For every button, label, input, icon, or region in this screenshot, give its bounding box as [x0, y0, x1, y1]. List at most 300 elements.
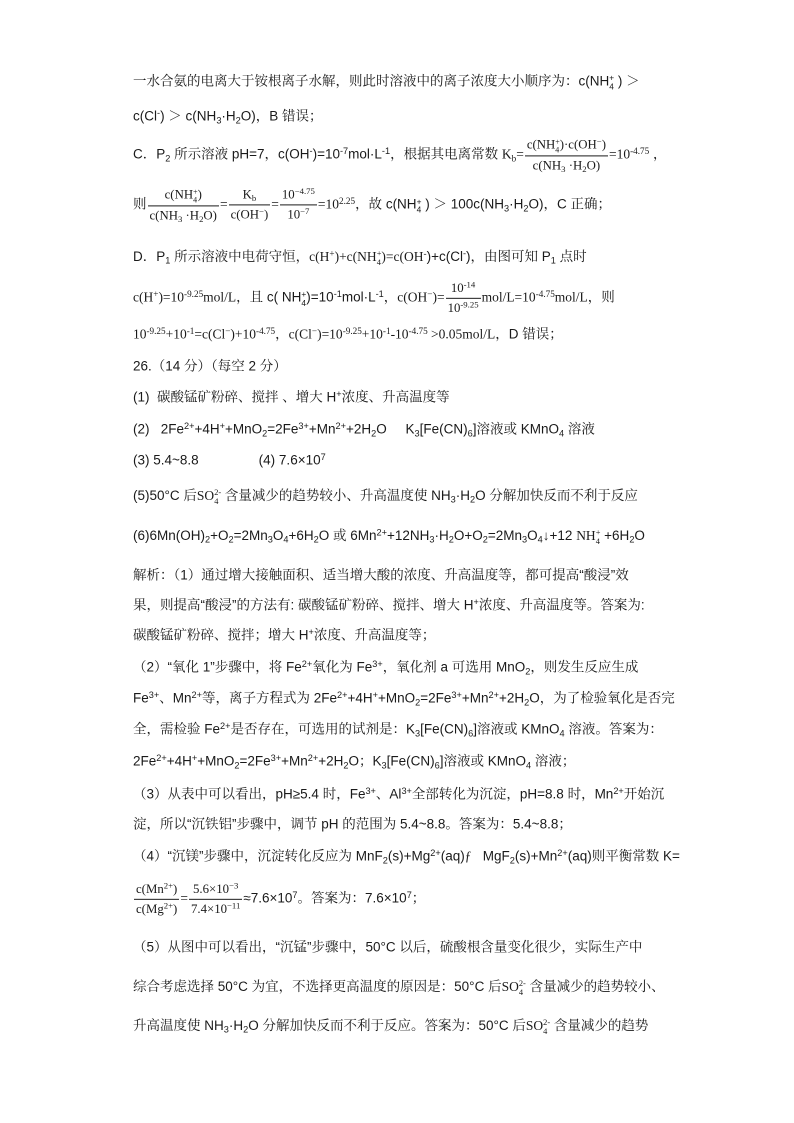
superscript: 2+: [557, 847, 568, 858]
superscript: -: [157, 107, 161, 118]
superscript: 2+: [335, 420, 346, 431]
superscript: +: [372, 689, 378, 700]
text-line-27: [133, 1018, 648, 1036]
text-line-11: [133, 453, 326, 470]
text-run: +10: [361, 326, 383, 342]
superscript: +: [308, 626, 314, 637]
text-line-3: [133, 136, 666, 173]
text-run: （4）“沉镁”步骤中，沉淀转化反应为 MnF: [133, 848, 383, 864]
text-run: +10: [165, 326, 187, 342]
text-run: ): [197, 187, 202, 202]
subscript: 2: [371, 428, 377, 439]
superscript: +: [191, 752, 198, 763]
superscript: -: [423, 248, 427, 259]
superscript: +: [301, 288, 307, 299]
text-run: (s)+Mg: [387, 848, 431, 864]
text-run: SO: [525, 1017, 544, 1033]
text-run: mol·L: [348, 146, 382, 162]
text-run: 5.6×10: [192, 881, 230, 896]
fraction: [446, 280, 481, 316]
superscript: -: [309, 145, 313, 156]
superscript: 2+: [156, 752, 167, 763]
numerator: [189, 881, 242, 900]
text-run: C．P: [133, 146, 166, 162]
superscript: −: [311, 325, 318, 336]
text-run: （3）从表中可以看出，pH≥5.4 时，Fe: [133, 786, 366, 802]
text-run: )+c(NH: [334, 248, 377, 264]
text-run: ·H: [455, 487, 471, 503]
text-run: SO: [501, 978, 519, 994]
subscript: 2: [205, 534, 211, 545]
text-run: Fe: [133, 690, 149, 706]
text-run: 、Mn: [159, 690, 192, 706]
text-run: 开始沉: [623, 786, 665, 802]
superscript: -1: [381, 145, 391, 156]
denominator: [280, 206, 317, 224]
text-run: 全部转化为沉淀，pH=8.8 时，Mn: [411, 786, 614, 802]
text-run: 。答案为：7.6×10: [297, 890, 407, 906]
text-run: ，则: [587, 289, 615, 305]
superscript: -9.25: [342, 325, 362, 336]
superscript: 2-: [214, 488, 222, 498]
subscript: 4: [526, 760, 532, 771]
text-run: ；: [411, 890, 426, 906]
text-run: c(Cl: [133, 108, 157, 124]
text-run: +MnO: [197, 753, 235, 769]
subscript: 2: [235, 115, 241, 126]
subscript: 3: [381, 760, 387, 771]
text-run: (2) 2Fe: [133, 421, 185, 437]
superscript: +: [473, 596, 479, 607]
subscript: 2: [524, 697, 530, 708]
text-run: 10: [450, 280, 464, 295]
subscript: 2: [199, 213, 204, 224]
text-run: 含量减少的趋势较小、: [525, 978, 665, 994]
text-run: 等，离子方程式为 2Fe: [201, 690, 337, 706]
text-run: =: [180, 890, 188, 906]
subscript: 4: [214, 496, 219, 506]
subscript: 2: [470, 494, 476, 505]
superscript: 2+: [191, 689, 202, 700]
text-run: 淀，所以“沉铁铝”步骤中，调节 pH 的范围为 5.4~8.8。答案为：5.4~8.8；: [133, 816, 572, 832]
text-run: 7.4×10: [190, 901, 228, 916]
text-run: 浓度、升高温度等: [341, 389, 450, 405]
subscript: 6: [468, 728, 474, 739]
superscript: 2+: [163, 900, 174, 911]
subscript: 2: [228, 534, 234, 545]
superscript: +: [416, 195, 422, 206]
text-run: +4H: [347, 690, 373, 706]
text-run: ƒ: [464, 848, 472, 864]
subscript: 4: [301, 297, 307, 308]
text-run: c(OH: [397, 289, 428, 305]
subscript: 3: [267, 534, 273, 545]
text-run: =2Mn: [233, 527, 268, 543]
fraction: [189, 881, 242, 917]
text-line-20: [133, 754, 575, 771]
text-run: ，则发生反应生成: [530, 659, 639, 675]
superscript: -: [462, 248, 467, 259]
numerator: [148, 186, 219, 206]
numerator: [280, 187, 317, 206]
text-run: ·H: [182, 207, 200, 222]
text-run: ): [263, 207, 269, 222]
text-line-24: [133, 881, 425, 917]
text-run: 综合考虑选择 50°C 为宜，不选择更高温度的原因是：50°C 后: [133, 978, 502, 994]
superscript: +: [595, 528, 601, 538]
superscript: −: [225, 325, 231, 336]
subscript: 2: [415, 697, 421, 708]
text-run: =: [219, 196, 228, 212]
text-run: 氧化为 Fe: [312, 659, 373, 675]
superscript: -9.25: [184, 288, 204, 299]
text-run: O 或 6Mn: [318, 527, 377, 543]
text-run: ]溶液或 KMnO: [439, 753, 526, 769]
text-run: c(Mn: [136, 881, 164, 896]
text-run: )=10: [306, 289, 334, 305]
superscript: 2+: [184, 420, 195, 431]
text-run: 含量减少的趋势较小、升高温度使 NH: [221, 487, 451, 503]
text-line-16: [133, 628, 435, 645]
text-run: O)，C 正确；: [528, 196, 611, 212]
subscript: 3: [177, 213, 183, 224]
text-run: mol/L=10: [481, 289, 536, 305]
superscript: 2+: [430, 847, 441, 858]
text-run: (aq)则平衡常数 K=: [567, 848, 680, 864]
subscript: 2: [448, 534, 454, 545]
superscript: −3: [229, 880, 239, 891]
superscript: 7: [320, 451, 326, 462]
numerator: [446, 280, 481, 299]
subscript: 2: [243, 1024, 249, 1035]
text-run: (5)50°C 后: [133, 487, 197, 503]
text-line-1: [133, 73, 640, 90]
text-run: 溶液；: [531, 753, 576, 769]
superscript: 2+: [307, 752, 319, 763]
superscript: 7: [292, 889, 298, 900]
text-run: 是否存在，可选用的试剂是：K: [230, 721, 415, 737]
subscript: 3: [450, 494, 456, 505]
text-run: )=10: [312, 146, 340, 162]
subscript: 3: [216, 115, 222, 126]
subscript: 3: [522, 534, 528, 545]
superscript: −: [596, 136, 602, 147]
superscript: -9.25: [146, 325, 166, 336]
text-run: c(Cl: [288, 326, 312, 342]
denominator: [525, 156, 608, 174]
text-run: -10: [390, 326, 409, 342]
text-run: O 分解加快反而不利于反应: [475, 487, 638, 503]
text-line-18: [133, 691, 675, 708]
text-run: ·H: [434, 527, 449, 543]
denominator: [189, 900, 242, 918]
text-run: ，根据其电离常数: [390, 146, 502, 162]
superscript: 3+: [148, 689, 160, 700]
text-line-17: [133, 660, 638, 677]
superscript: 2.25: [339, 195, 356, 206]
superscript: -1: [333, 288, 342, 299]
superscript: 2+: [613, 785, 624, 796]
superscript: 2+: [220, 720, 231, 731]
numerator: [134, 881, 179, 900]
text-run: ，且 c( NH: [236, 289, 302, 305]
superscript: -4.75: [535, 288, 555, 299]
subscript: 4: [518, 987, 524, 997]
text-run: ，故 c(NH: [355, 196, 417, 212]
subscript: 3: [429, 534, 435, 545]
text-run: （5）从图中可以看出，“沉锰”步骤中，50°C 以后，硫酸根含量变化很少，实际生产中: [133, 939, 643, 955]
text-run: SO: [196, 487, 215, 503]
text-run: )=10: [317, 326, 343, 342]
text-run: ↓+12: [542, 527, 577, 543]
text-run: +4H: [166, 753, 192, 769]
text-line-8: [133, 359, 287, 376]
text-line-23: [133, 849, 680, 866]
text-run: 含量减少的趋势: [550, 1017, 649, 1033]
fraction: [148, 186, 219, 223]
text-run: +MnO: [377, 690, 416, 706]
fraction: [134, 881, 179, 917]
text-run: +2H: [498, 690, 525, 706]
text-run: =2Fe: [267, 421, 299, 437]
text-run: +Mn: [281, 753, 308, 769]
subscript: 2: [523, 203, 529, 214]
denominator: [134, 900, 179, 918]
text-run: O: [272, 527, 284, 543]
text-run: 所示溶液中电荷守恒，: [170, 248, 310, 264]
text-run: =2Mn: [487, 527, 523, 543]
text-run: ，氧化剂 a 可选用 MnO: [382, 659, 526, 675]
superscript: +: [219, 420, 225, 431]
text-run: O: [634, 527, 645, 543]
denominator: [229, 206, 271, 224]
text-run: (6)6Mn(OH): [133, 527, 206, 543]
text-run: 10: [287, 207, 301, 222]
superscript: 2-: [518, 979, 526, 989]
text-line-22: [133, 817, 572, 834]
text-run: D．P: [133, 248, 166, 264]
text-run: )=10: [158, 289, 185, 305]
subscript: 1: [165, 255, 171, 266]
superscript: 3+: [401, 785, 412, 796]
fraction: [525, 136, 608, 173]
fraction: [280, 187, 317, 223]
text-run: =2Fe: [420, 690, 452, 706]
text-run: 浓度、升高温度等。答案为:: [478, 597, 645, 613]
superscript: +: [336, 388, 342, 399]
text-run: 26.（14 分）（每空 2 分）: [133, 358, 287, 374]
text-line-12: [133, 488, 638, 506]
text-run: c(NH: [532, 157, 562, 172]
text-run: (aq): [440, 848, 465, 864]
text-run: K: [242, 187, 252, 202]
subscript: 1: [550, 255, 556, 266]
text-run: c(H: [133, 289, 154, 305]
denominator: [446, 299, 481, 317]
text-run: 10: [281, 187, 295, 202]
stacked-script: [519, 980, 526, 997]
text-run: =c(Cl: [194, 326, 226, 342]
subscript: 4: [376, 257, 381, 267]
text-run: )，由图可知 P: [466, 248, 551, 264]
text-run: ) ＞ 100c(NH: [421, 196, 504, 212]
subscript: 4: [595, 536, 600, 546]
text-line-25: [133, 940, 642, 957]
text-run: +O: [210, 527, 229, 543]
superscript: 3+: [451, 689, 462, 700]
text-run: 则: [133, 196, 147, 212]
text-run: O K: [376, 421, 415, 437]
text-run: =2Fe: [239, 753, 271, 769]
text-run: ·H: [565, 157, 583, 172]
subscript: 4: [559, 428, 565, 439]
superscript: 7: [406, 889, 412, 900]
subscript: b: [511, 153, 517, 164]
fraction: [229, 187, 271, 223]
subscript: 2: [582, 163, 587, 174]
text-run: 10: [133, 326, 147, 342]
subscript: 4: [543, 1026, 548, 1036]
text-run: O): [203, 207, 217, 222]
text-run: )+c(Cl: [426, 248, 463, 264]
text-run: 果，则提高“酸浸”的方法有: 碳酸锰矿粉碎、搅拌、增大 H: [133, 597, 474, 613]
superscript: -14: [463, 279, 476, 290]
text-run: 溶液: [564, 421, 595, 437]
superscript: -1: [186, 325, 195, 336]
superscript: 2+: [488, 689, 499, 700]
text-run: O；K: [348, 753, 382, 769]
text-run: c(Mg: [136, 901, 164, 916]
text-run: O 分解加快反而不利于反应。答案为：50°C 后: [248, 1017, 526, 1033]
superscript: -7: [340, 145, 349, 156]
superscript: +: [193, 187, 198, 197]
text-run: [Fe(CN): [386, 753, 435, 769]
subscript: 4: [555, 144, 560, 154]
text-run: 10: [447, 300, 461, 315]
subscript: 3: [503, 203, 510, 214]
text-run: ，D 错误；: [495, 326, 563, 342]
text-run: 2Fe: [133, 753, 157, 769]
text-line-26: [133, 979, 665, 997]
text-run: =10: [317, 196, 339, 212]
subscript: 2: [165, 153, 171, 164]
text-run: =: [516, 146, 524, 162]
superscript: -4.75: [630, 145, 650, 156]
text-run: O)，B 错误；: [240, 108, 323, 124]
subscript: 2: [509, 855, 515, 866]
text-run: ]溶液或 KMnO: [473, 721, 560, 737]
superscript: 3+: [365, 785, 376, 796]
text-run: )=: [432, 289, 445, 305]
text-run: 浓度、升高温度等；: [313, 627, 436, 643]
text-run: ·H: [221, 108, 236, 124]
superscript: 2+: [301, 658, 313, 669]
text-run: c(OH: [230, 207, 260, 222]
subscript: 2: [234, 760, 240, 771]
text-line-5: [133, 249, 587, 267]
subscript: 2: [629, 534, 635, 545]
subscript: 2: [382, 855, 388, 866]
text-run: c(NH: [149, 207, 178, 222]
text-run: O，为了检验氧化是否完: [529, 690, 675, 706]
text-run: O): [586, 157, 601, 172]
text-line-19: [133, 722, 663, 739]
subscript: 6: [434, 760, 440, 771]
text-run: +2H: [345, 421, 372, 437]
text-run: NH: [576, 527, 596, 543]
subscript: 3: [223, 1024, 229, 1035]
subscript: 4: [537, 534, 543, 545]
text-line-13: [133, 528, 645, 546]
superscript: −: [427, 288, 433, 299]
text-run: ]溶液或 KMnO: [472, 421, 559, 437]
text-run: ) ＞ c(NH: [160, 108, 217, 124]
text-run: =10: [608, 146, 631, 162]
text-run: MgF: [471, 848, 510, 864]
superscript: -1: [375, 288, 384, 299]
text-run: )=c(OH: [381, 248, 424, 264]
subscript: 4: [193, 194, 198, 204]
subscript: 4: [416, 204, 422, 215]
text-line-4: [133, 186, 611, 223]
text-run: +6H: [600, 527, 630, 543]
subscript: 3: [415, 728, 421, 739]
superscript: -4.75: [408, 325, 428, 336]
text-line-15: [133, 598, 645, 615]
superscript: -1: [382, 325, 391, 336]
text-run: =: [271, 196, 279, 212]
text-run: [Fe(CN): [419, 421, 468, 437]
text-run: +4H: [194, 421, 220, 437]
text-line-7: [133, 327, 563, 344]
text-run: ·H: [228, 1017, 244, 1033]
superscript: -4.75: [256, 325, 276, 336]
subscript: 6: [467, 428, 473, 439]
superscript: -9.25: [460, 299, 479, 310]
text-run: c(NH: [164, 187, 194, 202]
superscript: +: [329, 248, 335, 259]
subscript: 4: [283, 534, 289, 545]
superscript: +: [376, 249, 382, 259]
text-run: O+O: [453, 527, 483, 543]
numerator: [229, 187, 271, 206]
superscript: 2+: [336, 689, 348, 700]
text-line-9: [133, 390, 450, 407]
superscript: +: [153, 288, 159, 299]
denominator: [148, 206, 219, 224]
text-run: +Mn: [308, 421, 336, 437]
text-run: ·H: [509, 196, 524, 212]
numerator: [525, 136, 608, 156]
text-run: ) ＞: [614, 73, 640, 89]
text-run: (3) 5.4~8.8 (4) 7.6×10: [133, 452, 321, 468]
superscript: +: [609, 72, 615, 83]
text-run: 所示溶液 pH=7，c(OH: [170, 146, 310, 162]
subscript: 2: [313, 534, 319, 545]
text-run: 解析：（1）通过增大接触面积、适当增大酸的浓度、升高温度等，都可提高“酸浸”效: [133, 567, 629, 583]
text-run: 全，需检验 Fe: [133, 721, 221, 737]
subscript: 2: [525, 666, 531, 677]
text-run: +2H: [318, 753, 344, 769]
text-run: ，: [649, 146, 667, 162]
text-run: )·c(OH: [559, 137, 597, 152]
text-run: >0.05mol/L: [427, 326, 496, 342]
superscript: −4.75: [294, 186, 315, 197]
text-run: ，: [275, 326, 289, 342]
text-run: 升高温度使 NH: [133, 1017, 224, 1033]
text-run: (s)+Mn: [514, 848, 558, 864]
text-run: )+10: [230, 326, 257, 342]
